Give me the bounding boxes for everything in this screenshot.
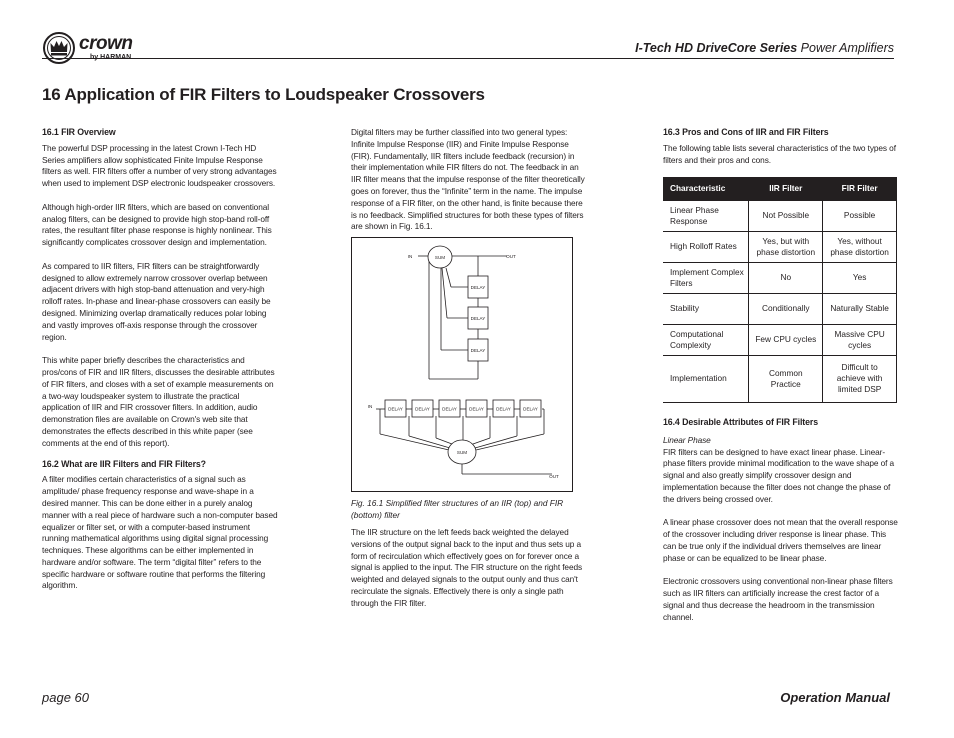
table-cell: No bbox=[749, 262, 823, 293]
paragraph: The IIR structure on the left feeds back weighted the delayed versions of the output signal back to the input and thus sets up a form of recirculation which effectively goes on for forever once a signal is applied to the input. The FIR structure on the right feeds weighted and delayed signals to the output ounly and thus can't recirculate the signals. Effectively there is only a single path through the FIR filter. bbox=[351, 527, 583, 608]
table-row bbox=[663, 293, 897, 324]
table-cell: Yes, without phase distortion bbox=[823, 231, 897, 262]
table-row bbox=[663, 262, 897, 293]
series-title-rest: Power Amplifiers bbox=[797, 41, 894, 55]
column-3 bbox=[663, 127, 899, 178]
pros-cons-table bbox=[663, 177, 897, 403]
filter-diagram bbox=[352, 238, 572, 491]
table-cell: Few CPU cycles bbox=[749, 324, 823, 355]
table-header-cell: IIR Filter bbox=[749, 177, 823, 200]
series-title-bold: I-Tech HD DriveCore Series bbox=[635, 41, 798, 55]
series-title bbox=[635, 41, 894, 55]
table-cell: High Rolloff Rates bbox=[663, 231, 749, 262]
column-2 bbox=[351, 127, 589, 245]
table-cell: Stability bbox=[663, 293, 749, 324]
figure-caption: Fig. 16.1 Simplified filter structures of an IIR (top) and FIR (bottom) filter bbox=[351, 498, 564, 520]
table-row bbox=[663, 231, 897, 262]
manual-title: Operation Manual bbox=[780, 690, 890, 705]
table-header-cell: FIR Filter bbox=[823, 177, 897, 200]
brand-wordmark: crown bbox=[79, 33, 133, 54]
page-number: page 60 bbox=[42, 690, 89, 705]
section-heading-16-4: 16.4 Desirable Attributes of FIR Filters bbox=[663, 417, 819, 427]
fig-label-sum: SUM bbox=[434, 255, 446, 260]
column-1 bbox=[42, 127, 278, 604]
table-row bbox=[663, 324, 897, 355]
filter-structure-figure bbox=[351, 237, 573, 492]
table-cell: Implementation bbox=[663, 355, 749, 402]
table-cell: Linear Phase Response bbox=[663, 200, 749, 231]
table-cell: Common Practice bbox=[749, 355, 823, 402]
fig-label-sum: SUM bbox=[456, 450, 468, 455]
fig-label-delay: DELAY bbox=[470, 316, 486, 321]
table-header-cell: Characteristic bbox=[663, 177, 749, 200]
table-cell: Conditionally bbox=[749, 293, 823, 324]
fig-label-out: OUT bbox=[506, 254, 516, 259]
paragraph: The following table lists several characteristics of the two types of filters and their pros and cons. bbox=[663, 142, 896, 165]
fig-label-delay: DELAY bbox=[523, 406, 538, 412]
paragraph: Electronic crossovers using conventional non-linear phase filters such as IIR filters can artificially increase the crest factor of a signal and thus decrease the headroom in the transmission channel. bbox=[663, 576, 893, 622]
paragraph: A linear phase crossover does not mean that the overall response of the crossover including driver response is linear phase. This can be true only if the individual drivers themselves are linear phase or can be equalized to be linear phase. bbox=[663, 517, 898, 563]
fig-label-delay: DELAY bbox=[496, 406, 511, 412]
paragraph: FIR filters can be designed to have exact linear phase. Linear-phase filters provide minimal modification to the wave shape of a signal and also greatly simplify crossover design and implementation because the filter does not change the phase of the drivers being crossed over. bbox=[663, 446, 895, 504]
table-cell: Yes bbox=[823, 262, 897, 293]
paragraph: Although high-order IIR filters, which are based on conventional analog filters, can be designed to provide high stop-band roll-off rates, the resultant filter phase response is highly nonlinear. This significantly complicates crossover design and implementation. bbox=[42, 201, 272, 248]
table-row bbox=[663, 200, 897, 231]
paragraph: This white paper briefly describes the characteristics and pros/cons of FIR and IIR filters, discusses the desirable attributes of FIR filters, and closes with a set of example measurements on a two-way loudspeaker system to illustrate the practical application of IIR and FIR crossover filters. In addition, audio demonstration files are available on Crown's web site that demonstrates the effects described in this white paper (see comments at the end of this report). bbox=[42, 355, 275, 448]
table-cell: Not Possible bbox=[749, 200, 823, 231]
fig-label-delay: DELAY bbox=[415, 406, 430, 412]
table-row bbox=[663, 355, 897, 402]
table-cell: Naturally Stable bbox=[823, 293, 897, 324]
paragraph: As compared to IIR filters, FIR filters can be straightforwardly designed to allow extremely narrow crossover overlap between adjacent drivers with high stop-band attenuation and very-high rolloff rates. In-phase and linear-phase crossovers can easily be designed. Minimizing overlap dramatically reduces polar lobing and vastly improves off-axis response through the crossover region. bbox=[42, 260, 271, 342]
subheading-linear-phase: Linear Phase bbox=[663, 434, 711, 445]
paragraph: A filter modifies certain characteristics of a signal such as amplitude/ phase frequency response and wave-shape in a desired manner. This can be done either in a purely analog manner with a real piece of hardware such a non-computer based equalizer or filter set, or with a computer-based instrument running mathematical algorithms using digital signal processing techniques. These algorithms can be either implemented in hardware and/or software. The term “digital filter” refers to the specific hardware or software routine that performs the filtering algorithm. bbox=[42, 474, 278, 591]
table-cell: Computational Complexity bbox=[663, 324, 749, 355]
table-cell: Possible bbox=[823, 200, 897, 231]
header-rule bbox=[42, 58, 894, 59]
fig-label-delay: DELAY bbox=[442, 406, 457, 412]
section-heading-16-3: 16.3 Pros and Cons of IIR and FIR Filters bbox=[663, 127, 829, 137]
fig-label-out: OUT bbox=[549, 474, 559, 479]
table-cell: Yes, but with phase distortion bbox=[749, 231, 823, 262]
paragraph: Digital filters may be further classified into two general types: Infinite Impulse Response (IIR) and Finite Impulse Response (FIR). Fundamentally, IIR filters include feedback (recursion) in their implementation while FIR filters do not. The feedback in an IIR filter means that the impulse response of the filter theoretically goes on forever, thus the “Infinite” term in the name. The impulse response of a FIR filter, on the other hand, is finite because there is no feedback. Simplified structures for both these types of filters are shown in Fig. 16.1. bbox=[351, 127, 585, 232]
paragraph: The powerful DSP processing in the latest Crown I-Tech HD Series amplifiers allow sophisticated Finite Impulse Response filters as well. FIR filters offer a number of very strong advantages when used to implement DSP electronic loudspeaker crossovers. bbox=[42, 142, 277, 189]
fig-label-in: IN bbox=[367, 404, 373, 409]
fig-label-delay: DELAY bbox=[470, 285, 486, 290]
column-3-lower bbox=[663, 417, 899, 635]
fig-label-delay: DELAY bbox=[470, 348, 486, 353]
table-header-row bbox=[663, 177, 897, 200]
table-cell: Difficult to achieve with limited DSP bbox=[823, 355, 897, 402]
table-cell: Implement Complex Filters bbox=[663, 262, 749, 293]
fig-label-delay: DELAY bbox=[469, 406, 484, 412]
table-cell: Massive CPU cycles bbox=[823, 324, 897, 355]
section-heading-16-2: 16.2 What are IIR Filters and FIR Filters? bbox=[42, 458, 206, 469]
fig-label-in: IN bbox=[407, 254, 413, 259]
page-title: 16 Application of FIR Filters to Loudspeaker Crossovers bbox=[42, 85, 485, 104]
fig-label-delay: DELAY bbox=[388, 406, 403, 412]
brand-sub: by HARMAN bbox=[90, 54, 132, 61]
section-heading-16-1: 16.1 FIR Overview bbox=[42, 127, 116, 137]
